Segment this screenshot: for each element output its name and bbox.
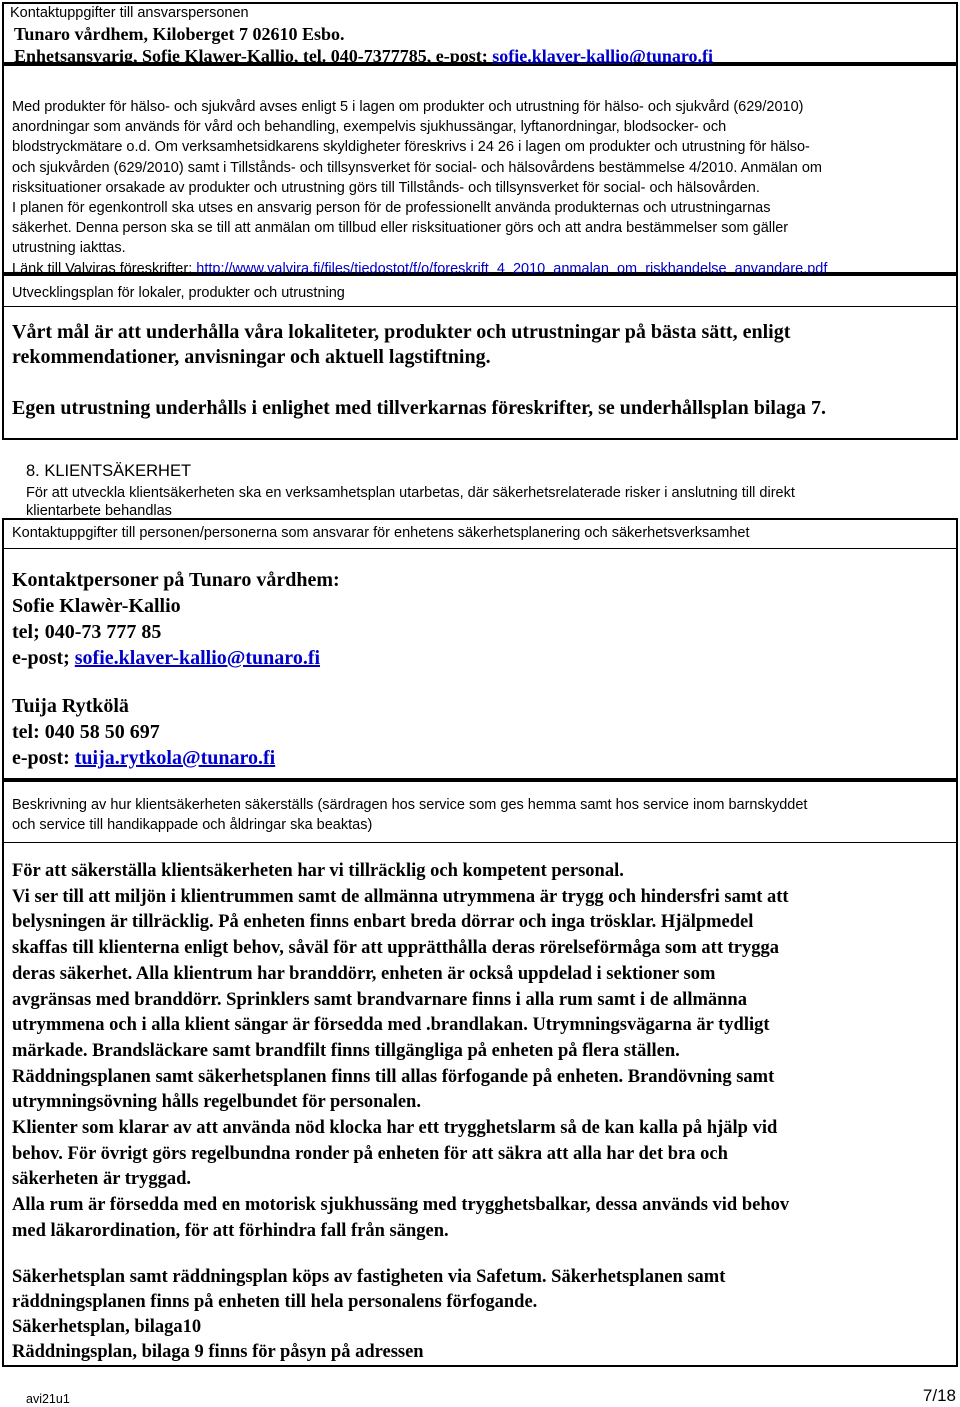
regulation-line: säkerhet. Denna person ska se till att anmälan om tillbud eller risksituationer görs och att andra bestämmelser som gäller xyxy=(12,220,789,237)
valvira-link-label: Länk till Valviras föreskrifter: xyxy=(12,260,197,277)
safety-contacts-caption: Kontaktuppgifter till personen/personerna som ansvarar för enhetens säkerhetsplanering och säkerhetsverksamhet xyxy=(12,525,750,541)
contact-caption: Kontaktuppgifter till ansvarspersonen xyxy=(10,5,249,21)
plan-line: Säkerhetsplan samt räddningsplan köps av fastigheten via Safetum. Säkerhetsplanen samt xyxy=(12,1267,726,1287)
person1-phone: tel; 040-73 777 85 xyxy=(12,621,162,643)
regulation-line: blodstryckmätare o.d. Om verksamhetsidkarens skyldigheter föreskrivs i 24 26 i lagen om produkter och utrustning för hälso- xyxy=(12,139,810,156)
unit-manager-text: Enhetsansvarig, Sofie Klawer-Kallio, tel. 040-7377785, e-post; xyxy=(14,46,493,66)
regulation-line: Med produkter för hälso- och sjukvård avses enligt 5 i lagen om produkter och utrustning för hälso- och sjukvård (629/2010) xyxy=(12,99,804,115)
body-line: belysningen är tillräcklig. På enheten finns enbart breda dörrar och inga trösklar. Hjälpmedel xyxy=(12,912,754,933)
regulation-line: utrustning iakttas. xyxy=(12,240,126,257)
intro-line: klientarbete behandlas xyxy=(26,503,172,519)
body-line: avgränsas med branddörr. Sprinklers samt brandvarnare finns i alla rum samt i de allmänna xyxy=(12,989,747,1010)
valvira-link[interactable]: http://www.valvira.fi/files/tiedostot/f/o/foreskrift_4_2010_anmalan_om_riskhandelse_anvandare.pdf xyxy=(196,260,828,277)
person1-email-label: e-post; xyxy=(12,647,75,669)
person1-email-line xyxy=(12,645,340,671)
contact-person-2 xyxy=(12,693,275,771)
body-line: behov. För övrigt görs regelbundna ronder på enheten för att säkra att alla har det bra och xyxy=(12,1143,728,1164)
person2-email-link[interactable]: tuija.rytkola@tunaro.fi xyxy=(74,747,276,769)
body-line: utrymmena och i alla klient sängar är försedda med .brandlakan. Utrymningsvägarna är tydligt xyxy=(12,1015,770,1036)
body-line: deras säkerhet. Alla klientrum har branddörr, enheten är också uppdelad i sektioner som xyxy=(12,963,716,984)
regulation-line: I planen för egenkontroll ska utses en ansvarig person för de professionellt använda produkternas och utrustningarnas xyxy=(12,200,771,217)
safety-contacts-divider xyxy=(2,548,958,549)
body-line: utrymningsövning hålls regelbundet för personalen. xyxy=(12,1092,421,1113)
development-goal xyxy=(12,320,790,370)
body-line: Vi ser till att miljön i klientrummen samt de allmänna utrymmena är trygg och hindersfri samt att xyxy=(12,886,789,907)
plan-line: Räddningsplan, bilaga 9 finns för påsyn på adressen xyxy=(12,1342,424,1362)
body-line: Räddningsplanen samt säkerhetsplanen finns till allas förfogande på enheten. Brandövning samt xyxy=(12,1066,775,1087)
person1-name: Sofie Klawèr-Kallio xyxy=(12,595,181,617)
body-line: med läkarordination, för att förhindra fall från sängen. xyxy=(12,1220,449,1241)
description-divider xyxy=(2,842,958,843)
section-intro xyxy=(26,484,795,520)
regulation-text xyxy=(12,97,827,279)
description-caption xyxy=(12,795,807,835)
own-equipment-text: Egen utrustning underhålls i enlighet med tillverkarnas föreskrifter, se underhållsplan bilaga 7. xyxy=(12,397,826,419)
person2-email-label: e-post: xyxy=(12,747,75,769)
caption-line: och service till handikappade och åldringar ska beaktas) xyxy=(12,817,373,833)
goal-line: Vårt mål är att underhålla våra lokaliteter, produkter och utrustningar på bästa sätt, enligt xyxy=(12,321,791,343)
body-line: Klienter som klarar av att använda nöd klocka har ett trygghetslarm så de kan kalla på hjälp vid xyxy=(12,1118,778,1139)
body-line: säkerheten är tryggad. xyxy=(12,1169,191,1190)
plans-text xyxy=(12,1265,725,1365)
development-caption: Utvecklingsplan för lokaler, produkter och utrustning xyxy=(12,285,345,301)
regulation-line: och sjukvården (629/2010) samt i Tillstånds- och tillsynsverket för social- och hälsovårdens bestämmelse 4/2010. Anmälan om xyxy=(12,159,822,176)
body-line: För att säkerställa klientsäkerheten har vi tillräcklig och kompetent personal. xyxy=(12,861,624,881)
person1-email-link[interactable]: sofie.klaver-kallio@tunaro.fi xyxy=(74,647,321,669)
unit-address: Tunaro vårdhem, Kiloberget 7 02610 Esbo. xyxy=(14,24,345,44)
caption-line: Beskrivning av hur klientsäkerheten säkerställs (särdragen hos service som ges hemma samt hos service inom barnskyddet xyxy=(12,797,808,813)
person2-phone: tel: 040 58 50 697 xyxy=(12,721,160,743)
body-line: skaffas till klienterna enligt behov, såväl för att upprätthålla deras rörelseförmåga som att trygga xyxy=(12,938,780,959)
section-heading: 8. KLIENTSÄKERHET xyxy=(26,462,192,480)
goal-line: rekommendationer, anvisningar och aktuell lagstiftning. xyxy=(12,346,491,368)
description-body xyxy=(12,859,789,1245)
page-number: 7/18 xyxy=(922,1386,956,1405)
plan-line: räddningsplanen finns på enheten till hela personalens förfogande. xyxy=(12,1292,538,1312)
contact-persons-heading: Kontaktpersoner på Tunaro vårdhem: xyxy=(12,569,340,591)
manager-email-link[interactable]: sofie.klaver-kallio@tunaro.fi xyxy=(492,46,714,66)
intro-line: För att utveckla klientsäkerheten ska en verksamhetsplan utarbetas, där säkerhetsrelaterade risker i anslutning till direkt xyxy=(26,485,795,501)
body-line: Alla rum är försedda med en motorisk sjukhussäng med trygghetsbalkar, dessa används vid behov xyxy=(12,1195,790,1216)
plan-line: Säkerhetsplan, bilaga10 xyxy=(12,1317,202,1337)
person2-email-line xyxy=(12,745,275,771)
regulation-line: risksituationer orsakade av produkter och utrustning görs till Tillstånds- och tillsynsverket för social- och hälsovården. xyxy=(12,179,760,196)
development-divider xyxy=(2,306,958,307)
body-line: märkade. Brandsläckare samt brandfilt finns tillgängliga på enheten på flera ställen. xyxy=(12,1040,680,1061)
regulation-line: anordningar som används för vård och behandling, exempelvis sjukhussängar, lyftanordningar, blodsocker- och xyxy=(12,119,727,136)
person2-name: Tuija Rytkölä xyxy=(12,695,129,717)
contact-persons xyxy=(12,567,340,671)
doc-id: avi21u1 xyxy=(26,1392,70,1406)
